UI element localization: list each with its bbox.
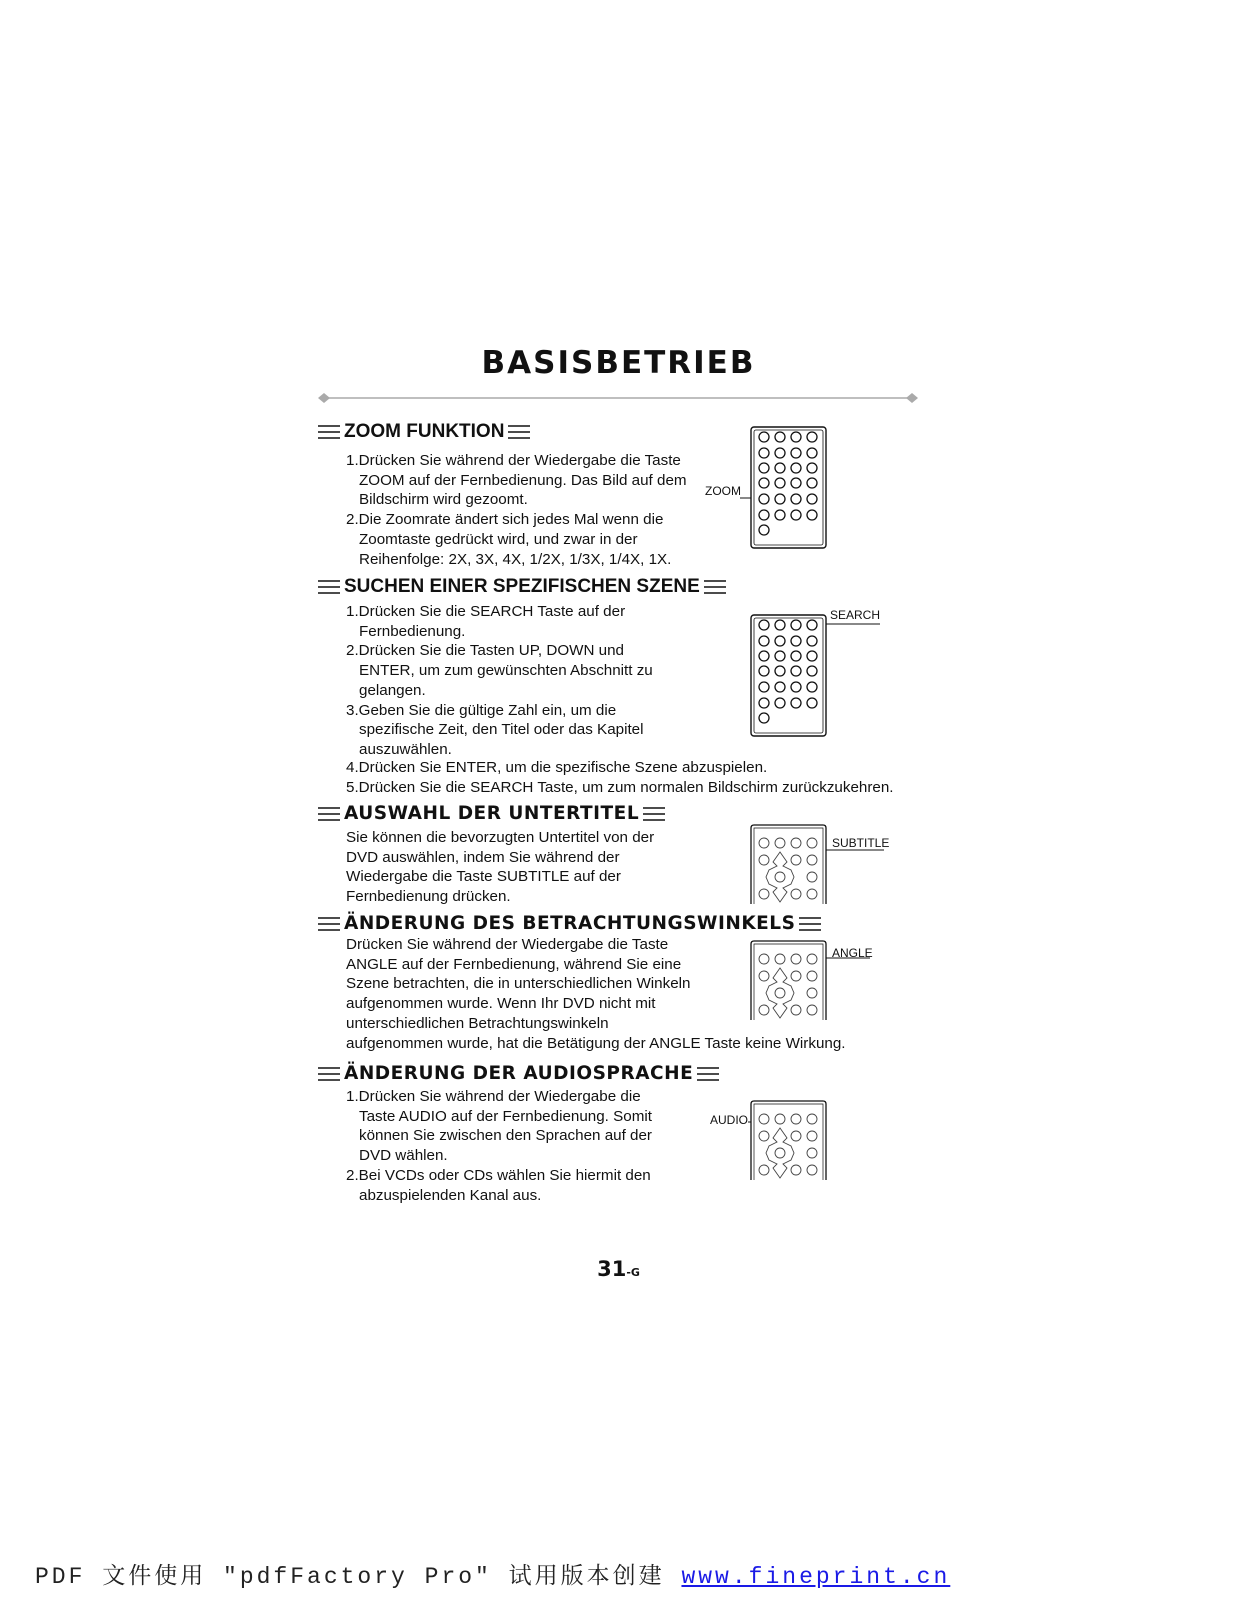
body-line: Drücken Sie während der Wiedergabe die Taste bbox=[346, 936, 669, 953]
menu-lines-icon bbox=[643, 807, 665, 821]
menu-lines-icon bbox=[318, 807, 340, 821]
menu-lines-icon bbox=[799, 917, 821, 931]
title-divider bbox=[318, 392, 918, 404]
search-steps-part2 bbox=[346, 758, 936, 797]
menu-lines-icon bbox=[318, 917, 340, 931]
footer-link[interactable]: www.fineprint.cn bbox=[681, 1564, 951, 1590]
menu-lines-icon bbox=[697, 1067, 719, 1081]
body-line: aufgenommen wurde. Wenn Ihr DVD nicht mit bbox=[346, 995, 656, 1013]
list-item: 1.Drücken Sie die SEARCH Taste auf der Fernbedienung. bbox=[346, 603, 626, 640]
section-title: AUSWAHL DER UNTERTITEL bbox=[344, 803, 640, 824]
menu-lines-icon bbox=[318, 580, 340, 594]
list-item: 2.Die Zoomrate ändert sich jedes Mal wenn die Zoomtaste gedrückt wird, und zwar in der Reihenfolge: 2X, 3X, 4X, 1/2X, 1/3X, 1/4X, 1X. bbox=[346, 511, 672, 568]
section-heading-angle bbox=[318, 913, 821, 934]
body-line: ANGLE auf der Fernbedienung, während Sie eine bbox=[346, 955, 682, 973]
page-number bbox=[0, 1257, 1237, 1281]
audio-steps bbox=[346, 1087, 676, 1205]
pdf-footer-note bbox=[35, 1557, 950, 1590]
section-title: SUCHEN EINER SPEZIFISCHEN SZENE bbox=[344, 576, 700, 597]
search-steps-part1 bbox=[346, 602, 681, 760]
list-item: 2.Drücken Sie die Tasten UP, DOWN und ENTER, um zum gewünschten Abschnitt zu gelangen. bbox=[346, 642, 653, 699]
menu-lines-icon bbox=[704, 580, 726, 594]
remote-control-partial-icon bbox=[750, 940, 828, 1020]
section-heading-audio bbox=[318, 1063, 719, 1084]
section-heading-subtitle bbox=[318, 803, 665, 824]
page-number-value: 31 bbox=[597, 1257, 627, 1281]
list-item: 1.Drücken Sie während der Wiedergabe die Taste AUDIO auf der Fernbedienung. Somit können Sie zwischen den Sprachen auf der DVD wählen. bbox=[346, 1088, 652, 1165]
section-title: ÄNDERUNG DER AUDIOSPRACHE bbox=[344, 1063, 694, 1084]
list-item: 3.Geben Sie die gültige Zahl ein, um die spezifische Zeit, den Titel oder das Kapitel auszuwählen. bbox=[346, 701, 644, 758]
body-line: unterschiedlichen Betrachtungswinkeln bbox=[346, 1014, 609, 1032]
body-line: aufgenommen wurde, hat die Betätigung der ANGLE Taste keine Wirkung. bbox=[346, 1034, 846, 1052]
section-heading-zoom bbox=[318, 421, 530, 443]
footer-text: PDF 文件使用 "pdfFactory Pro" 试用版本创建 bbox=[35, 1564, 682, 1590]
audio-callout-label: AUDIO bbox=[710, 1113, 749, 1127]
menu-lines-icon bbox=[318, 1067, 340, 1081]
subtitle-body: Sie können die bevorzugten Untertitel von der DVD auswählen, indem Sie während der Wiedergabe die Taste SUBTITLE auf der Fernbedienung drücken. bbox=[346, 829, 655, 906]
section-title: ZOOM FUNKTION bbox=[344, 421, 505, 442]
remote-control-icon bbox=[750, 426, 828, 550]
section-heading-search bbox=[318, 576, 726, 598]
subtitle-callout-label: SUBTITLE bbox=[832, 836, 890, 850]
page-number-suffix: -G bbox=[626, 1266, 640, 1279]
menu-lines-icon bbox=[508, 425, 530, 439]
body-line: Szene betrachten, die in unterschiedlichen Winkeln bbox=[346, 975, 691, 993]
list-item: 1.Drücken Sie während der Wiedergabe die Taste ZOOM auf der Fernbedienung. Das Bild auf dem Bildschirm wird gezoomt. bbox=[346, 452, 687, 509]
remote-control-partial-icon bbox=[750, 1100, 828, 1180]
zoom-steps bbox=[346, 451, 696, 569]
remote-control-icon bbox=[750, 614, 828, 738]
section-title: ÄNDERUNG DES BETRACHTUNGSWINKELS bbox=[344, 913, 796, 934]
list-item: 5.Drücken Sie die SEARCH Taste, um zum normalen Bildschirm zurückzukehren. bbox=[346, 778, 894, 796]
remote-control-partial-icon bbox=[750, 824, 828, 904]
list-item: 2.Bei VCDs oder CDs wählen Sie hiermit den abzuspielenden Kanal aus. bbox=[346, 1166, 651, 1204]
page-title: BASISBETRIEB bbox=[481, 345, 756, 381]
search-callout-label: SEARCH bbox=[830, 608, 881, 622]
menu-lines-icon bbox=[318, 425, 340, 439]
list-item: 4.Drücken Sie ENTER, um die spezifische Szene abzuspielen. bbox=[346, 759, 768, 776]
angle-callout-label: ANGLE bbox=[832, 946, 873, 960]
zoom-callout-label: ZOOM bbox=[705, 484, 741, 498]
